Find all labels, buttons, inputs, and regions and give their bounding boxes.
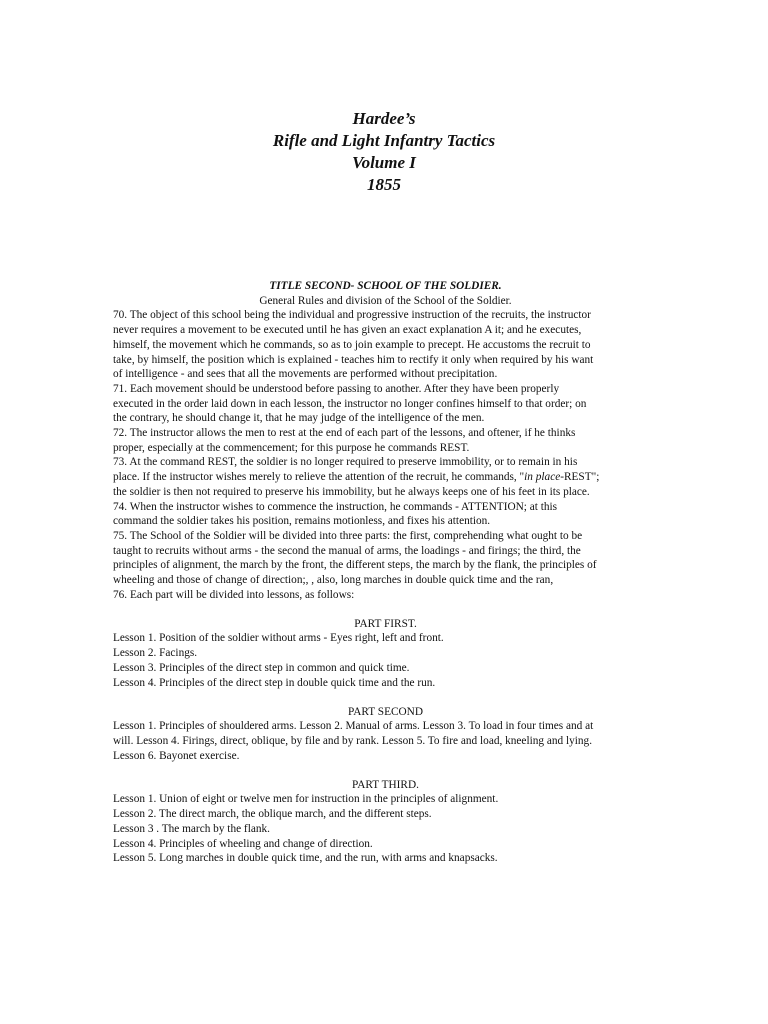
title-line-work: Rifle and Light Infantry Tactics (272, 131, 496, 150)
lesson-line: Lesson 6. Bayonet exercise. (113, 749, 240, 762)
document-title (0, 108, 768, 196)
part-second-heading: PART SECOND (348, 705, 423, 718)
lesson-line: Lesson 1. Union of eight or twelve men for instruction in the principles of alignment. (113, 793, 499, 806)
lesson-line: Lesson 1. Position of the soldier without arms - Eyes right, left and front. (113, 632, 444, 645)
part-third-section (113, 778, 658, 866)
lesson-line: Lesson 4. Principles of the direct step in double quick time and the run. (113, 676, 436, 689)
title-line-volume: Volume I (352, 153, 416, 172)
document-body (113, 279, 658, 866)
paragraph-line: 73. At the command REST, the soldier is no longer required to preserve immobility, or to remain in his (113, 456, 578, 469)
spacer (113, 763, 658, 777)
paragraph-line: the soldier is then not required to preserve his immobility, but he always keeps one of his feet in its place. (113, 485, 590, 498)
part-first-heading: PART FIRST. (354, 617, 417, 630)
part-third-heading: PART THIRD. (352, 778, 419, 791)
paragraph-line: take, by himself, the position which is explained - teaches him to rectify it only when required by his want (113, 353, 594, 366)
lesson-line: Lesson 5. Long marches in double quick time, and the run, with arms and knapsacks. (113, 852, 498, 865)
paragraph-line: taught to recruits without arms - the second the manual of arms, the loadings - and firings; the third, the (113, 544, 581, 557)
section-subtitle: General Rules and division of the School of the Soldier. (259, 294, 512, 307)
lesson-line: Lesson 3. Principles of the direct step in common and quick time. (113, 661, 410, 674)
paragraph-line: 74. When the instructor wishes to commence the instruction, he commands - ATTENTION; at this (113, 500, 558, 513)
lesson-line: Lesson 2. Facings. (113, 647, 198, 660)
paragraph-line: 71. Each movement should be understood before passing to another. After they have been properly (113, 382, 560, 395)
title-line-year: 1855 (367, 175, 401, 194)
paragraph-line: 76. Each part will be divided into lessons, as follows: (113, 588, 355, 601)
spacer (113, 602, 658, 616)
lesson-line: Lesson 1. Principles of shouldered arms. Lesson 2. Manual of arms. Lesson 3. To load in four times and at (113, 720, 594, 733)
paragraph-line: the contrary, he should change it, that he may judge of the intelligence of the men. (113, 412, 485, 425)
paragraph-line: never requires a movement to be executed until he has given an exact explanation A it; and he executes, (113, 324, 582, 337)
paragraph-line: wheeling and those of change of direction;, , also, long marches in double quick time and the ran, (113, 574, 554, 587)
paragraph-line: command the soldier takes his position, remains motionless, and fixes his attention. (113, 515, 491, 528)
spacer (113, 690, 658, 704)
part-second-section (113, 705, 658, 764)
paragraph-line: proper, especially at the commencement; for this purpose he commands REST. (113, 441, 470, 454)
lesson-line: Lesson 4. Principles of wheeling and change of direction. (113, 837, 373, 850)
part-first-section (113, 617, 658, 691)
lesson-line: will. Lesson 4. Firings, direct, oblique, by file and by rank. Lesson 5. To fire and load, kneeling and lying. (113, 734, 593, 747)
paragraph-line: executed in the order laid down in each lesson, the instructor no longer confines himself to that order; on (113, 397, 587, 410)
paragraph-line: principles of alignment, the march by the front, the different steps, the march by the flank, the principles of (113, 559, 597, 572)
paragraph-line: 70. The object of this school being the individual and progressive instruction of the recruits, the instructor (113, 309, 591, 322)
section-title: TITLE SECOND- SCHOOL OF THE SOLDIER. (269, 280, 502, 292)
paragraph-line: himself, the movement which he commands, so as to join example to precept. He accustoms the recruit to (113, 338, 591, 351)
paragraph-line: 75. The School of the Soldier will be divided into three parts: the first, comprehending what ought to be (113, 529, 583, 542)
title-line-author: Hardee’s (352, 109, 416, 128)
paragraph-line: of intelligence - and sees that all the movements are performed without precipitation. (113, 368, 498, 381)
lesson-line: Lesson 3 . The march by the flank. (113, 822, 270, 835)
line-text: place. If the instructor wishes merely to relieve the attention of the recruit, he commands, " (113, 471, 525, 484)
line-text: -REST"; (560, 471, 600, 484)
lesson-line: Lesson 2. The direct march, the oblique march, and the different steps. (113, 808, 432, 821)
paragraph-line (113, 470, 658, 485)
rules-paragraphs (113, 308, 658, 602)
in-place-command: in place (524, 471, 561, 484)
paragraph-line: 72. The instructor allows the men to rest at the end of each part of the lessons, and oftener, if he thinks (113, 427, 576, 440)
